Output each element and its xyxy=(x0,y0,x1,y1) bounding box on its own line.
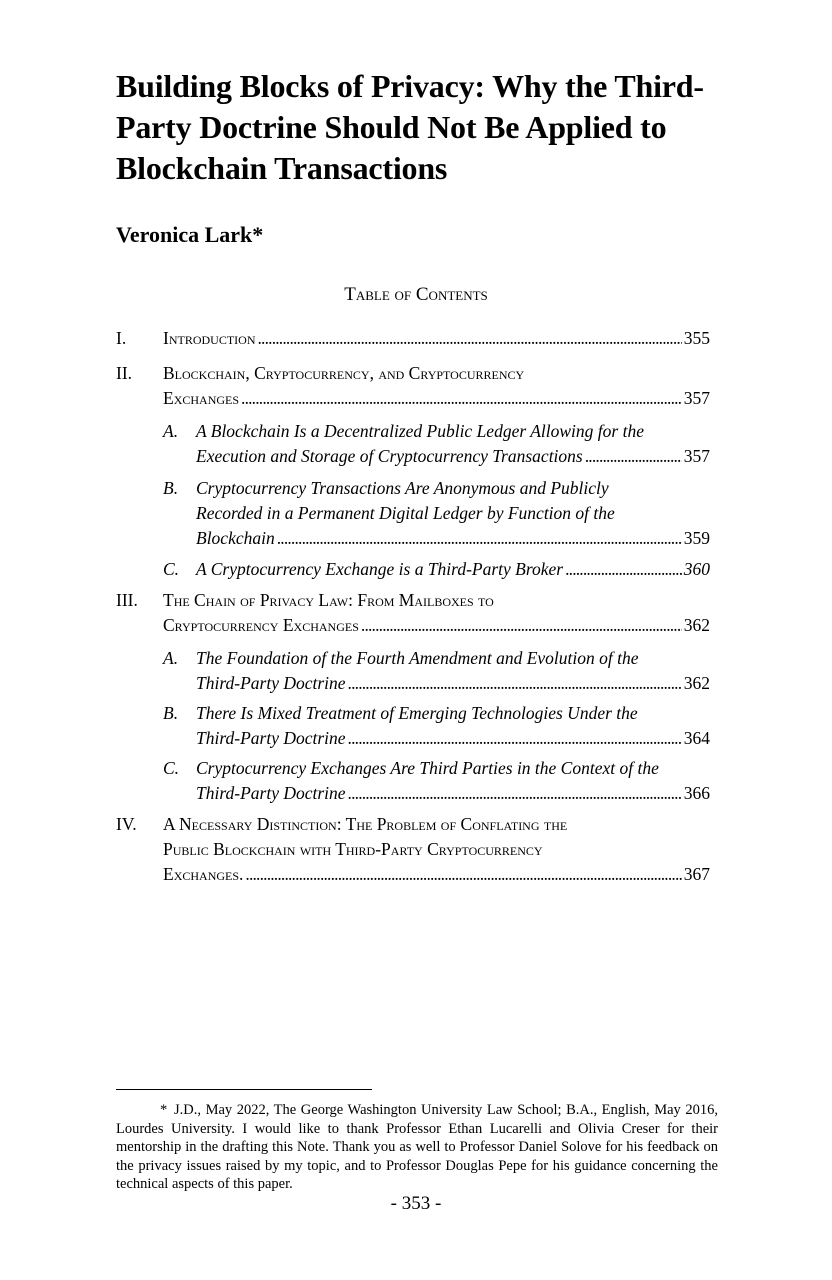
toc-entry-number: IV. xyxy=(116,814,137,834)
toc-page-number: 367 xyxy=(683,864,710,884)
footnote-mark: * xyxy=(160,1102,168,1118)
toc-entry-title-line: Blockchain, Cryptocurrency, and Cryptocurrency xyxy=(163,363,525,383)
toc-page-number: 360 xyxy=(683,559,710,579)
toc-leader-dots xyxy=(565,557,682,582)
toc-subentry-letter: C. xyxy=(163,559,180,579)
toc-page-number: 366 xyxy=(683,783,710,803)
toc-subentry-letter: A. xyxy=(163,648,179,668)
toc-leader-dots xyxy=(348,781,682,806)
toc-entry-title-line: A Necessary Distinction: The Problem of Conflating the xyxy=(163,814,568,834)
toc-leader-dots xyxy=(361,613,682,638)
toc-subentry-3c[interactable] xyxy=(163,756,710,806)
toc-subentry-title: Third-Party Doctrine xyxy=(196,783,346,803)
toc-page-number: 364 xyxy=(683,728,710,748)
toc-entry-title-line: The Chain of Privacy Law: From Mailboxes to xyxy=(163,590,494,610)
toc-entry-number: III. xyxy=(116,590,138,610)
toc-leader-dots xyxy=(241,386,682,411)
footnote-separator xyxy=(116,1089,372,1090)
toc-subentry-letter: C. xyxy=(163,758,180,778)
toc-page-number: 362 xyxy=(683,615,710,635)
toc-entry-2[interactable] xyxy=(116,361,710,411)
toc-heading: Table of Contents xyxy=(344,284,488,305)
toc-page-number: 359 xyxy=(683,528,710,548)
toc-leader-dots xyxy=(258,326,682,351)
toc-subentry-title-line: Recorded in a Permanent Digital Ledger by Function of the xyxy=(196,503,615,523)
toc-subentry-letter: B. xyxy=(163,703,179,723)
table-of-contents xyxy=(116,322,710,887)
toc-leader-dots xyxy=(348,726,682,751)
toc-page-number: 355 xyxy=(683,328,710,348)
toc-subentry-title-line: There Is Mixed Treatment of Emerging Technologies Under the xyxy=(196,703,638,723)
toc-leader-dots xyxy=(277,526,682,551)
toc-subentry-3a[interactable] xyxy=(163,646,710,696)
toc-leader-dots xyxy=(245,862,681,887)
toc-page-number: 362 xyxy=(683,673,710,693)
toc-subentry-title-line: Cryptocurrency Exchanges Are Third Parties in the Context of the xyxy=(196,758,659,778)
toc-entry-number: I. xyxy=(116,328,127,348)
toc-subentry-letter: B. xyxy=(163,478,179,498)
toc-subentry-2b[interactable] xyxy=(163,476,710,551)
toc-entry-4[interactable] xyxy=(116,812,710,887)
toc-entry-3[interactable] xyxy=(116,588,710,638)
footnote-text: J.D., May 2022, The George Washington University Law School; B.A., English, May 2016, Lourdes University. I would like to thank Professor Ethan Lucarelli and Olivia Creser for their mentorship in the drafting this Note. Thank you as well to Professor Daniel Solove for his feedback on the privacy issues raised by my topic, and to Professor Douglas Pepe for his guidance concerning the technical aspects of this paper. xyxy=(116,1102,718,1192)
toc-subentry-3b[interactable] xyxy=(163,701,710,751)
toc-entry-1[interactable] xyxy=(116,326,710,351)
toc-entry-title: Cryptocurrency Exchanges xyxy=(163,615,359,635)
toc-entry-title-line: Public Blockchain with Third-Party Cryptocurrency xyxy=(163,839,543,859)
toc-subentry-title: Third-Party Doctrine xyxy=(196,728,346,748)
footnote xyxy=(116,1101,718,1194)
page-number: - 353 - xyxy=(390,1193,442,1214)
toc-subentry-2a[interactable] xyxy=(163,419,710,469)
toc-entry-title: Exchanges xyxy=(163,388,240,408)
toc-entry-title: Exchanges. xyxy=(163,864,244,884)
toc-subentry-title: Execution and Storage of Cryptocurrency Transactions xyxy=(196,446,583,466)
toc-leader-dots xyxy=(348,671,682,696)
toc-subentry-title-line: Cryptocurrency Transactions Are Anonymous and Publicly xyxy=(196,478,609,498)
toc-page-number: 357 xyxy=(683,388,710,408)
toc-leader-dots xyxy=(585,444,682,469)
toc-subentry-title-line: The Foundation of the Fourth Amendment and Evolution of the xyxy=(196,648,639,668)
toc-subentry-title: Blockchain xyxy=(196,528,275,548)
toc-entry-title: Introduction xyxy=(163,328,256,348)
toc-subentry-letter: A. xyxy=(163,421,179,441)
toc-subentry-title-line: A Blockchain Is a Decentralized Public Ledger Allowing for the xyxy=(196,421,644,441)
toc-subentry-title: Third-Party Doctrine xyxy=(196,673,346,693)
toc-subentry-2c[interactable] xyxy=(163,557,710,582)
article-title: Building Blocks of Privacy: Why the Third-Party Doctrine Should Not Be Applied to Blockchain Transactions xyxy=(116,68,704,186)
toc-page-number: 357 xyxy=(683,446,710,466)
author-name: Veronica Lark* xyxy=(116,222,264,247)
toc-subentry-title: A Cryptocurrency Exchange is a Third-Party Broker xyxy=(196,559,564,579)
toc-entry-number: II. xyxy=(116,363,133,383)
